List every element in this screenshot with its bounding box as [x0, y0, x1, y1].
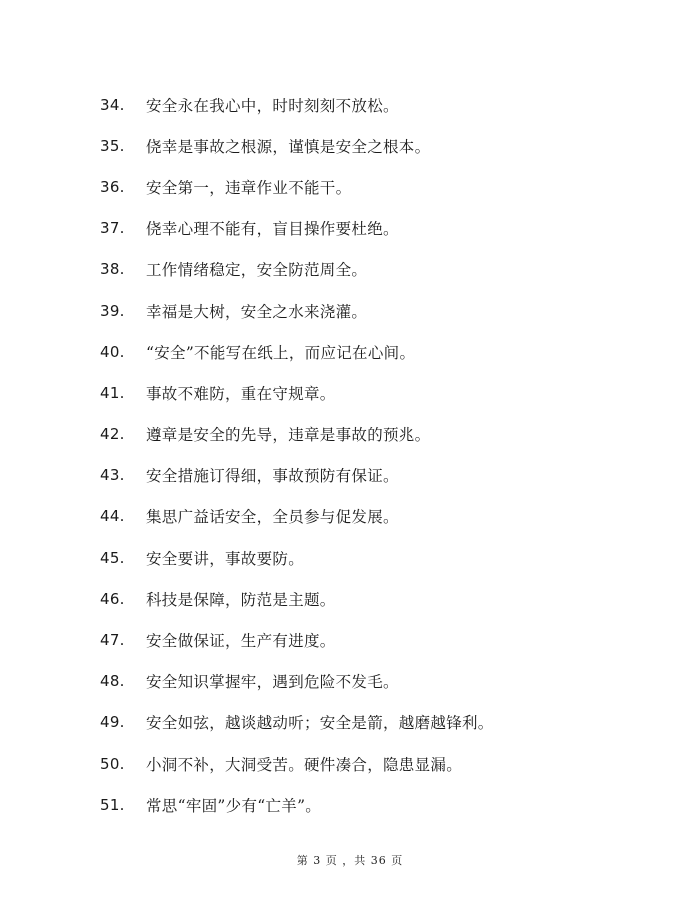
item-text: 安全要讲，事故要防。 [146, 549, 305, 568]
item-text: “安全”不能写在纸上，而应记在心间。 [146, 343, 416, 362]
slogan-list [100, 84, 494, 825]
item-number: 45. [100, 548, 125, 567]
item-number: 46. [100, 589, 125, 608]
list-item [100, 743, 494, 784]
item-text: 侥幸是事故之根源，谨慎是安全之根本。 [146, 137, 431, 156]
list-item [100, 702, 494, 743]
list-item [100, 249, 494, 290]
item-number: 50. [100, 754, 125, 773]
item-text: 集思广益话安全，全员参与促发展。 [146, 508, 399, 527]
item-number: 40. [100, 342, 125, 361]
list-item [100, 537, 494, 578]
list-item [100, 661, 494, 702]
item-text: 事故不难防，重在守规章。 [146, 384, 336, 403]
item-text: 科技是保障，防范是主题。 [146, 590, 336, 609]
list-item [100, 84, 494, 125]
item-text: 安全措施订得细，事故预防有保证。 [146, 467, 399, 486]
list-item [100, 455, 494, 496]
list-item [100, 372, 494, 413]
item-number: 39. [100, 301, 125, 320]
list-item [100, 166, 494, 207]
item-text: 安全做保证，生产有进度。 [146, 632, 336, 651]
item-number: 38. [100, 260, 125, 279]
item-text: 常思“牢固”少有“亡羊”。 [146, 796, 322, 815]
item-number: 48. [100, 672, 125, 691]
item-number: 35. [100, 136, 125, 155]
item-number: 37. [100, 219, 125, 238]
list-item [100, 619, 494, 660]
list-item [100, 578, 494, 619]
item-text: 小洞不补，大洞受苦。硬件凑合，隐患显漏。 [146, 755, 463, 774]
item-text: 安全第一，违章作业不能干。 [146, 178, 352, 197]
list-item [100, 331, 494, 372]
list-item [100, 290, 494, 331]
item-number: 36. [100, 177, 125, 196]
list-item [100, 208, 494, 249]
item-text: 安全知识掌握牢，遇到危险不发毛。 [146, 673, 399, 692]
list-item [100, 414, 494, 455]
item-number: 42. [100, 425, 125, 444]
list-item [100, 125, 494, 166]
list-item [100, 496, 494, 537]
item-number: 44. [100, 507, 125, 526]
item-number: 51. [100, 795, 125, 814]
list-item [100, 784, 494, 825]
item-text: 遵章是安全的先导，违章是事故的预兆。 [146, 426, 431, 445]
page-footer: 第 3 页 ，共 36 页 [296, 854, 404, 867]
item-number: 43. [100, 466, 125, 485]
item-number: 41. [100, 383, 125, 402]
item-text: 安全如弦，越谈越动听；安全是箭，越磨越锋利。 [146, 714, 494, 733]
item-text: 侥幸心理不能有，盲目操作要杜绝。 [146, 220, 399, 239]
item-number: 47. [100, 631, 125, 650]
item-number: 34. [100, 95, 125, 114]
item-number: 49. [100, 713, 125, 732]
item-text: 幸福是大树，安全之水来浇灌。 [146, 302, 368, 321]
item-text: 工作情绪稳定，安全防范周全。 [146, 261, 368, 280]
item-text: 安全永在我心中，时时刻刻不放松。 [146, 96, 399, 115]
